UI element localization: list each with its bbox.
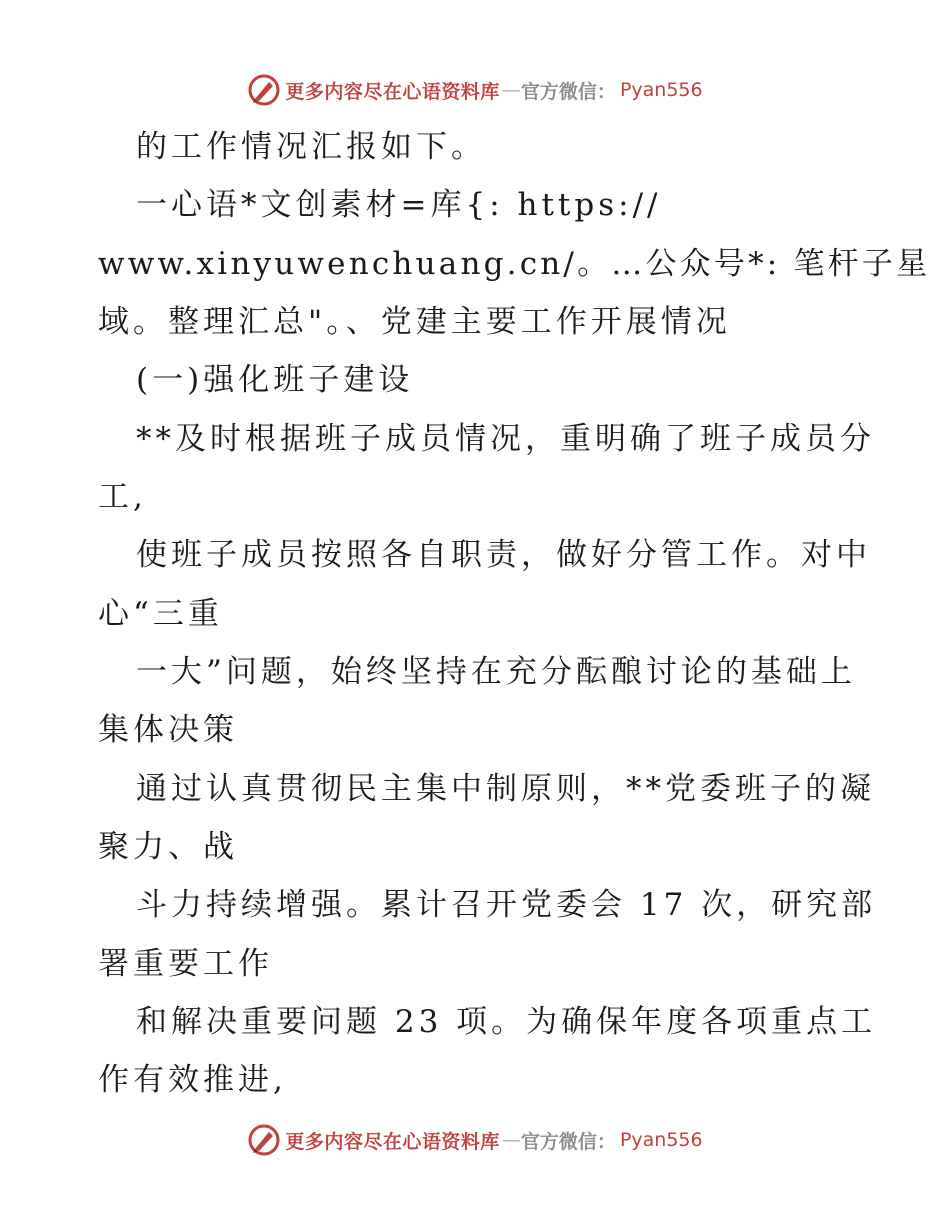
footer-label: 官方微信： xyxy=(520,1130,616,1153)
body-line: 和解决重要问题 23 项。为确保年度各项重点工 xyxy=(136,1004,877,1040)
body-line: 斗力持续增强。累计召开党委会 17 次，研究部 xyxy=(136,887,877,923)
body-line: 心“三重 xyxy=(98,596,223,632)
footer-wechat-id: Pyan556 xyxy=(619,1129,703,1151)
body-line: 一心语*文创素材=库{: https:// xyxy=(136,187,662,223)
body-line: www.xinyuwenchuang.cn/。…公众号*: 笔杆子星 xyxy=(98,246,931,282)
header-dash: — xyxy=(501,79,519,101)
body-line: 作有效推进, xyxy=(98,1062,287,1098)
body-line: 集体决策 xyxy=(98,712,238,748)
body-line: **及时根据班子成员情况，重明确了班子成员分 xyxy=(136,421,875,457)
body-line: 聚力、战 xyxy=(98,829,238,865)
header-wechat-id: Pyan556 xyxy=(619,79,703,101)
footer-dash: — xyxy=(501,1129,519,1151)
body-line: 署重要工作 xyxy=(98,946,273,982)
header-brand-text: 更多内容尽在心语资料库 xyxy=(285,80,500,103)
pen-logo-icon xyxy=(247,73,281,107)
header-banner xyxy=(0,70,950,110)
header-label: 官方微信： xyxy=(520,80,616,103)
body-line: 的工作情况汇报如下。 xyxy=(136,129,486,165)
body-line: 一大”问题，始终坚持在充分酝酿讨论的基础上 xyxy=(136,654,856,690)
pen-logo-icon xyxy=(247,1123,281,1157)
footer-brand-text: 更多内容尽在心语资料库 xyxy=(285,1130,500,1153)
footer-banner xyxy=(0,1120,950,1160)
body-line: 通过认真贯彻民主集中制原则，**党委班子的凝 xyxy=(136,771,875,807)
body-line: 工, xyxy=(98,479,147,515)
body-line: 域。整理汇总"。、党建主要工作开展情况 xyxy=(98,304,731,340)
section-heading: (一)强化班子建设 xyxy=(136,362,414,398)
body-line: 使班子成员按照各自职责，做好分管工作。对中 xyxy=(136,537,871,573)
